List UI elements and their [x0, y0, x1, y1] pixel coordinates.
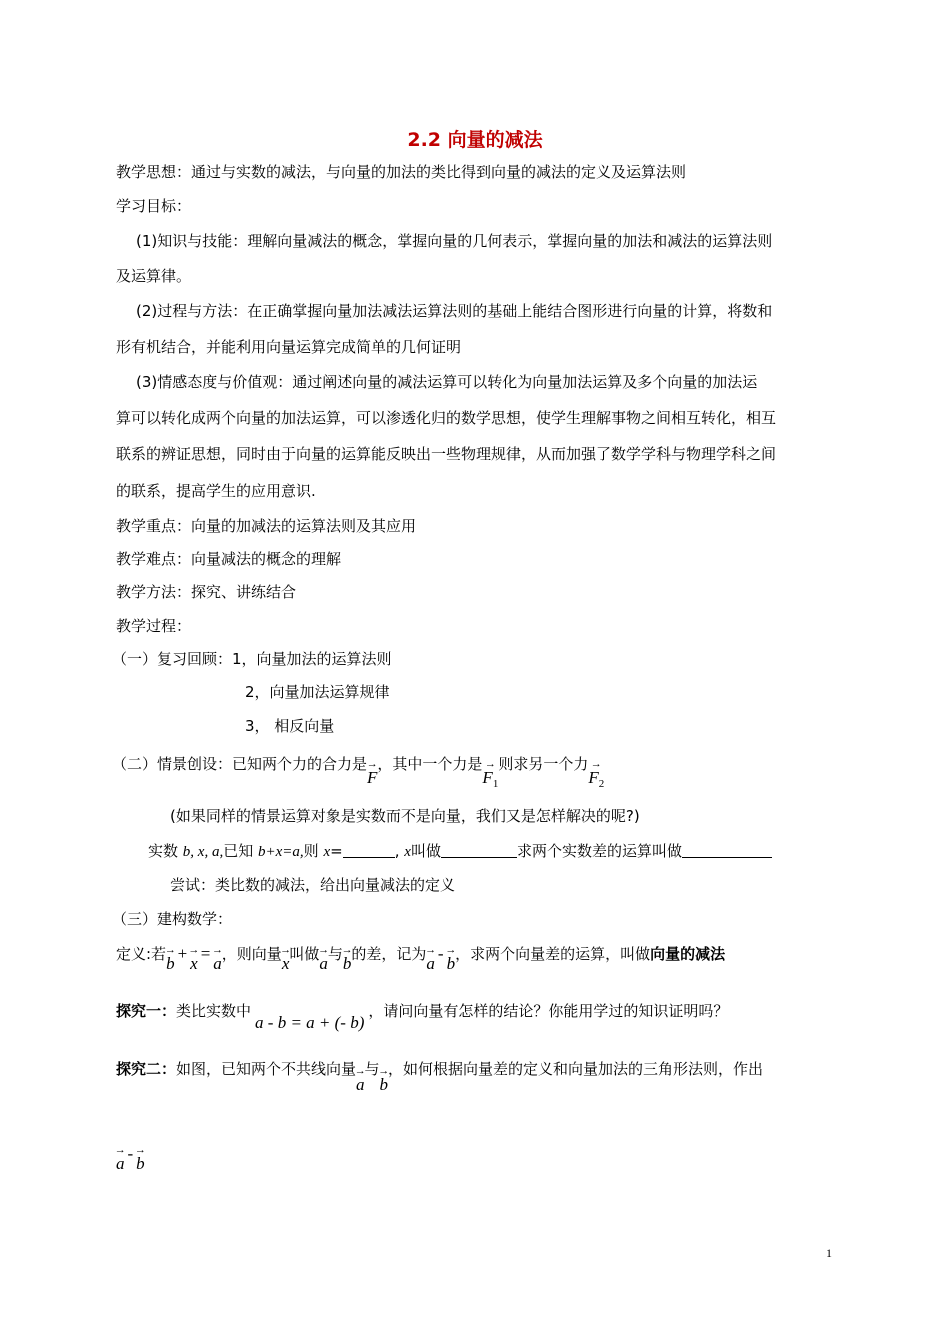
vector-b-2: → b — [343, 949, 352, 972]
scene-line — [112, 754, 604, 793]
minus-sign-2: - — [127, 1144, 134, 1163]
plus-sign: + — [177, 944, 188, 963]
real-vars: b, x, a, — [182, 844, 224, 860]
build-math-heading: （三）建构数学： — [112, 910, 233, 928]
real-text-b: 已知 — [223, 842, 254, 860]
explore-2-text-c: ，如何根据向量差的定义和向量加法的三角形法则，作出 — [388, 1060, 764, 1078]
teaching-thought: 教学思想：通过与实数的减法，与向量的加法的类比得到向量的减法的定义及运算法则 — [116, 163, 687, 181]
vector-b-4: → b — [380, 1070, 389, 1093]
real-number-line — [148, 841, 772, 862]
equals-sign: = — [200, 944, 211, 963]
blank-3[interactable] — [682, 842, 772, 858]
scene-text-a: （二）情景创设：已知两个力的合力是 — [112, 755, 368, 773]
goal-1-line-1: (1)知识与技能：理解向量减法的概念，掌握向量的几何表示，掌握向量的加法和减法的运算法则 — [136, 232, 773, 250]
try-line: 尝试：类比数的减法，给出向量减法的定义 — [170, 876, 456, 894]
explore-1-label: 探究一： — [116, 1002, 177, 1020]
minus-sign: - — [437, 944, 444, 963]
explore-1-line — [116, 1001, 728, 1033]
vector-x: → x — [190, 949, 198, 972]
review-heading: （一）复习回顾：1，向量加法的运算法则 — [112, 650, 392, 668]
real-text-a: 实数 — [148, 842, 179, 860]
goal-2-line-2: 形有机结合，并能利用向量运算完成简单的几何证明 — [116, 338, 462, 356]
page-title: 2.2 向量的减法 — [407, 129, 543, 151]
vector-x-2: → x — [282, 949, 290, 972]
explore-1-formula: a - b = a + (- b) — [255, 1013, 365, 1032]
explore-1-text-b: ，请问向量有怎样的结论？你能用学过的知识证明吗？ — [368, 1002, 729, 1020]
vector-F: → F — [367, 763, 377, 786]
page-number: 1 — [826, 1246, 832, 1260]
real-equals: = — [330, 842, 343, 860]
vector-a-4: → a — [356, 1070, 365, 1093]
blank-2[interactable] — [441, 842, 517, 858]
real-comma: , — [394, 842, 400, 860]
vector-F2-subscript: 2 — [598, 778, 605, 790]
scene-text-b: ，其中一个力是 — [377, 755, 483, 773]
definition-line — [116, 944, 725, 972]
blank-1[interactable] — [343, 842, 395, 858]
vector-b-3: → b — [447, 949, 456, 972]
difference-expression — [116, 1144, 145, 1172]
goal-3-line-2: 算可以转化成两个向量的加法运算，可以渗透化归的数学思想，使学生理解事物之间相互转化，相互 — [116, 409, 777, 427]
explore-2-label: 探究二： — [116, 1060, 177, 1078]
vector-F2 — [588, 763, 604, 793]
vector-F1-subscript: 1 — [492, 778, 499, 790]
vector-a-5: → a — [116, 1149, 125, 1172]
review-item-2: 2，向量加法运算规律 — [245, 683, 390, 701]
def-bold-term: 向量的减法 — [650, 945, 726, 963]
def-text-e: 的差，记为 — [351, 945, 427, 963]
vector-b: → b — [166, 949, 175, 972]
explore-2-text-b: 与 — [364, 1060, 380, 1078]
real-equation: b+x=a, — [258, 844, 304, 860]
def-text-f: ，求两个向量差的运算，叫做 — [455, 945, 651, 963]
goal-2-line-1: (2)过程与方法：在正确掌握向量加法减法运算法则的基础上能结合图形进行向量的计算，将数和 — [136, 302, 773, 320]
vector-a-3: → a — [426, 949, 435, 972]
vector-a: → a — [213, 949, 222, 972]
real-text-c: 则 — [303, 842, 319, 860]
real-text-g: 求两个实数差的运算叫做 — [516, 842, 682, 860]
explore-1-text-a: 类比实数中 — [176, 1002, 252, 1020]
vector-F2-letter: F — [588, 768, 599, 787]
analogy-question: (如果同样的情景运算对象是实数而不是向量，我们又是怎样解决的呢?) — [170, 807, 640, 825]
explore-2-line — [116, 1059, 763, 1093]
def-text-d: 与 — [327, 945, 343, 963]
real-x-2: x — [404, 844, 411, 860]
goal-3-line-1: (3)情感态度与价值观：通过阐述向量的减法运算可以转化为向量加法运算及多个向量的加法运 — [136, 373, 758, 391]
goal-3-line-4: 的联系，提高学生的应用意识. — [116, 482, 316, 500]
review-item-3: 3， 相反向量 — [245, 717, 335, 735]
teaching-method: 教学方法：探究、讲练结合 — [116, 583, 297, 601]
def-text-b: ，则向量 — [221, 945, 282, 963]
def-text-a: 定义:若 — [116, 945, 167, 963]
scene-text-c: 则求另一个力 — [498, 755, 589, 773]
real-text-f: 叫做 — [410, 842, 441, 860]
key-point: 教学重点：向量的加减法的运算法则及其应用 — [116, 517, 417, 535]
goals-label: 学习目标： — [116, 197, 192, 215]
vector-F1 — [482, 763, 498, 793]
difficulty: 教学难点：向量减法的概念的理解 — [116, 550, 342, 568]
vector-a-2: → a — [319, 949, 328, 972]
vector-b-5: → b — [136, 1149, 145, 1172]
explore-2-text-a: 如图，已知两个不共线向量 — [176, 1060, 357, 1078]
real-x: x — [323, 844, 331, 860]
def-text-c: 叫做 — [289, 945, 320, 963]
vector-F1-letter: F — [482, 768, 493, 787]
goal-3-line-3: 联系的辨证思想，同时由于向量的运算能反映出一些物理规律，从而加强了数学学科与物理学科之间 — [116, 445, 777, 463]
teaching-process: 教学过程： — [116, 617, 192, 635]
goal-1-line-2: 及运算律。 — [116, 267, 192, 285]
